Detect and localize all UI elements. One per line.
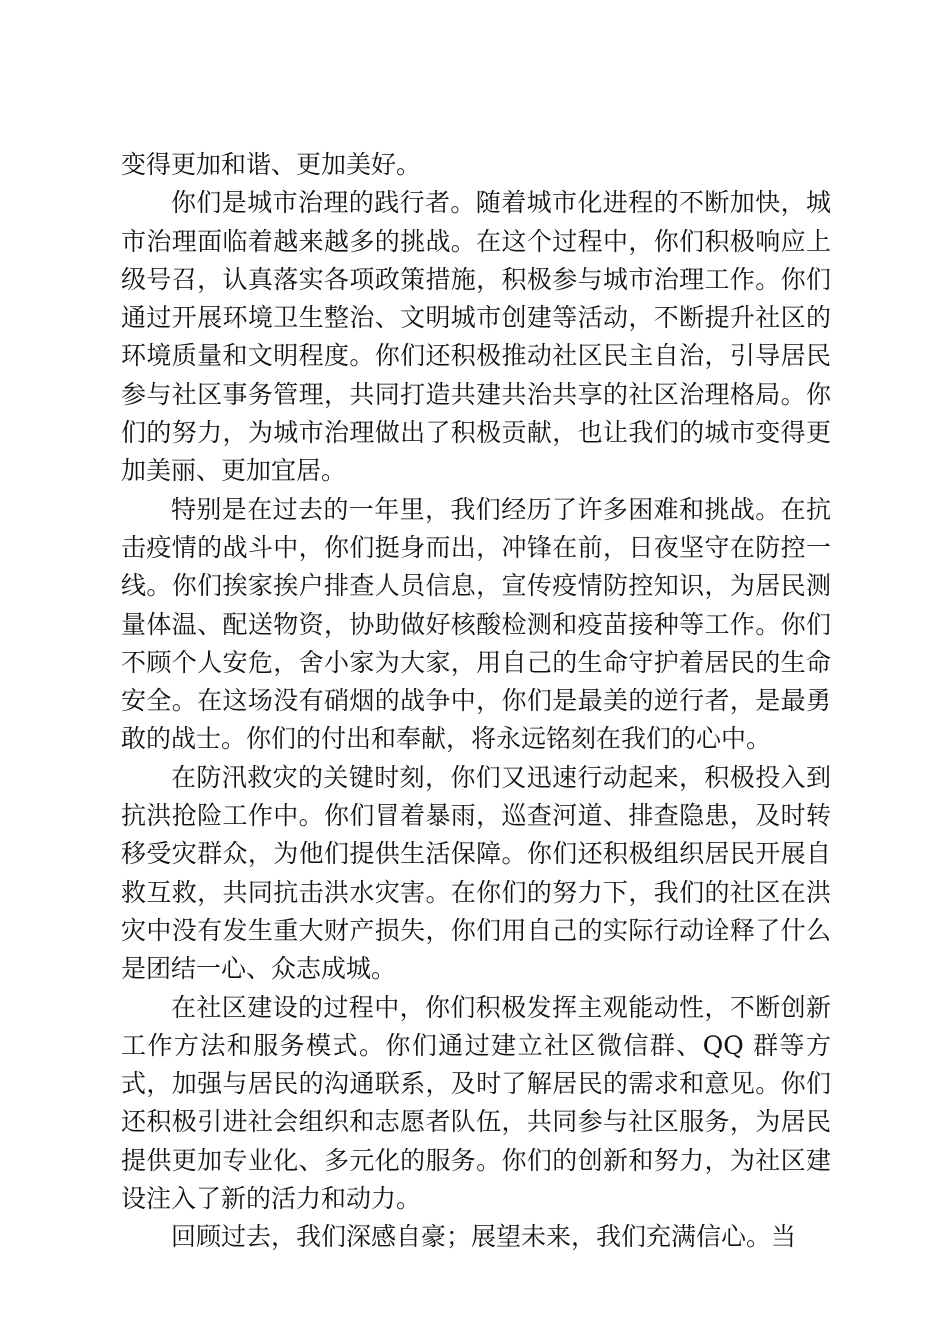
document-body (121, 146, 831, 1257)
paragraph-community-building: 在社区建设的过程中，你们积极发挥主观能动性，不断创新工作方法和服务模式。你们通过建立社区微信群、QQ 群等方式，加强与居民的沟通联系，及时了解居民的需求和意见。你们还积极引进社会组织和志愿者队伍，共同参与社区服务，为居民提供更加专业化、多元化的服务。你们的创新和努力，为社区建设注入了新的活力和动力。 (121, 992, 831, 1214)
paragraph-looking-forward: 回顾过去，我们深感自豪；展望未来，我们充满信心。当 (171, 1222, 797, 1252)
paragraph-epidemic-fight: 特别是在过去的一年里，我们经历了许多困难和挑战。在抗击疫情的战斗中，你们挺身而出，冲锋在前，日夜坚守在防控一线。你们挨家挨户排查人员信息，宣传疫情防控知识，为居民测量体温、配送物资，协助做好核酸检测和疫苗接种等工作。你们不顾个人安危，舍小家为大家，用自己的生命守护着居民的生命安全。在这场没有硝烟的战争中，你们是最美的逆行者，是最勇敢的战士。你们的付出和奉献，将永远铭刻在我们的心中。 (121, 494, 831, 754)
paragraph-continued: 变得更加和谐、更加美好。 (121, 150, 422, 179)
paragraph-flood-relief: 在防汛救灾的关键时刻，你们又迅速行动起来，积极投入到抗洪抢险工作中。你们冒着暴雨，巡查河道、排查隐患，及时转移受灾群众，为他们提供生活保障。你们还积极组织居民开展自救互救，共同抗击洪水灾害。在你们的努力下，我们的社区在洪灾中没有发生重大财产损失，你们用自己的实际行动诠释了什么是团结一心、众志成城。 (121, 762, 831, 984)
paragraph-urban-governance: 你们是城市治理的践行者。随着城市化进程的不断加快，城市治理面临着越来越多的挑战。在这个过程中，你们积极响应上级号召，认真落实各项政策措施，积极参与城市治理工作。你们通过开展环境卫生整治、文明城市创建等活动，不断提升社区的环境质量和文明程度。你们还积极推动社区民主自治，引导居民参与社区事务管理，共同打造共建共治共享的社区治理格局。你们的努力，为城市治理做出了积极贡献，也让我们的城市变得更加美丽、更加宜居。 (121, 188, 831, 486)
